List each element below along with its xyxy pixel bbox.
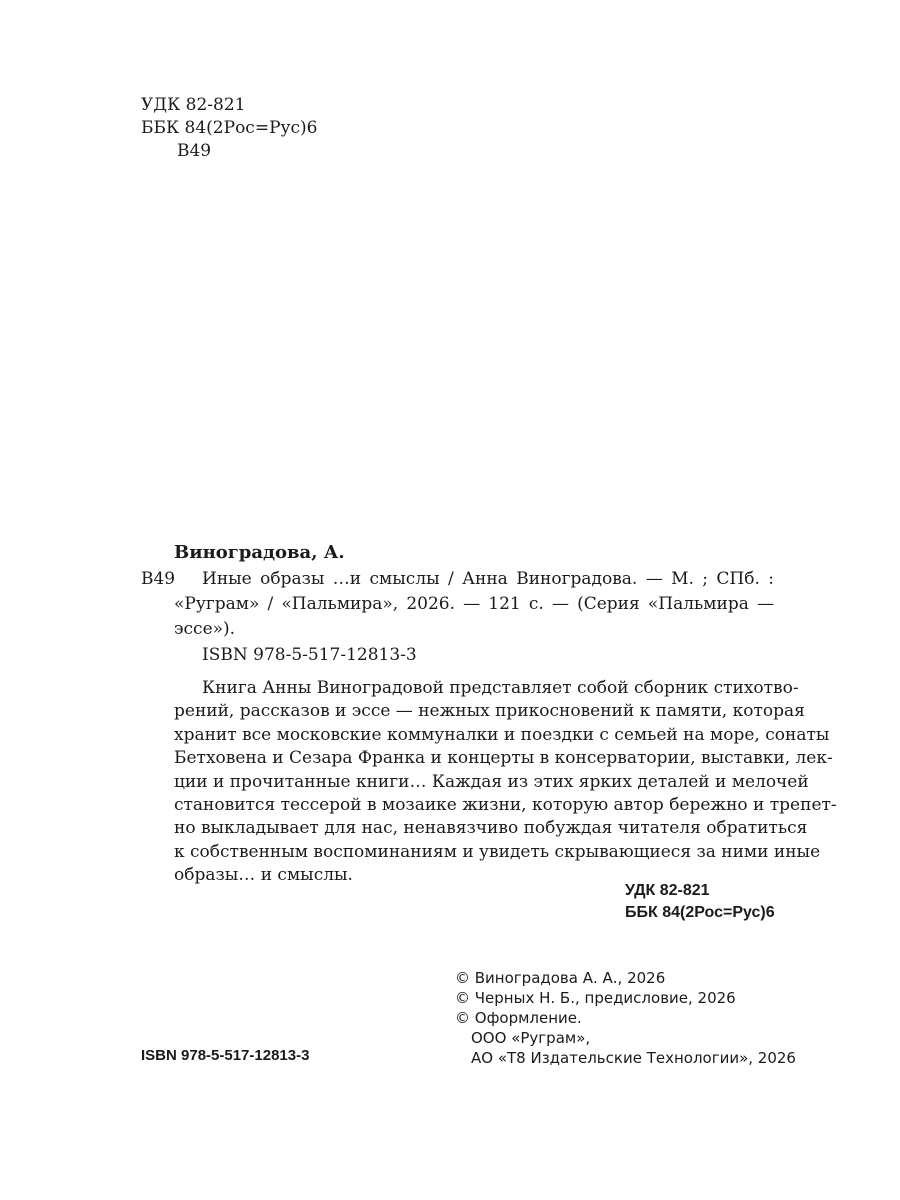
entry-isbn: ISBN 978-5-517-12813-3 [202,645,417,665]
copyright-line: ООО «Руграм», [471,1029,591,1047]
annotation-line: хранит все московские коммуналки и поездки с семьей на море, сонаты [174,724,830,745]
entry-author-mark: В49 [141,569,176,589]
udk-code-bold: УДК 82-821 [625,882,710,899]
author-mark: В49 [177,141,212,161]
annotation-line: Книга Анны Виноградовой представляет собой сборник стихотво- [202,678,799,698]
right-classification-codes [625,880,775,924]
copyright-line: © Виноградова А. А., 2026 [455,969,666,987]
copyright-line: АО «Т8 Издательские Технологии», 2026 [471,1049,796,1067]
bbk-code: ББК 84(2Рос=Рус)6 [141,118,318,138]
copyright-line: © Черных Н. Б., предисловие, 2026 [455,989,736,1007]
annotation-line: Бетховена и Сезара Франка и концерты в консерватории, выставки, лек- [174,748,833,769]
author-heading: Виноградова, А. [174,542,345,563]
annotation-line: становится тессерой в мозаике жизни, которую автор бережно и трепет- [174,795,837,816]
bottom-isbn: ISBN 978-5-517-12813-3 [141,1047,310,1064]
top-classification-codes [141,94,317,163]
annotation-line: рений, рассказов и эссе — нежных прикосновений к памяти, которая [174,701,805,722]
udk-code: УДК 82-821 [141,95,246,115]
bbk-code-bold: ББК 84(2Рос=Рус)6 [625,904,775,921]
annotation-line: ции и прочитанные книги… Каждая из этих ярких деталей и мелочей [174,771,809,792]
biblio-line: «Руграм» / «Пальмира», 2026. — 121 с. — (Серия «Пальмира — [174,594,774,614]
biblio-line: Иные образы …и смыслы / Анна Виноградова. — М. ; СПб. : [202,569,774,589]
copyright-block [455,968,796,1068]
copyright-line: © Оформление. [455,1009,582,1027]
bibliographic-description [174,567,774,642]
annotation-line: но выкладывает для нас, ненавязчиво побуждая читателя обратиться [174,818,808,839]
biblio-line: эссе»). [174,619,236,639]
annotation-line: образы… и смыслы. [174,865,353,886]
annotation-paragraph [174,677,837,888]
annotation-line: к собственным воспоминаниям и увидеть скрывающиеся за ними иные [174,841,821,862]
